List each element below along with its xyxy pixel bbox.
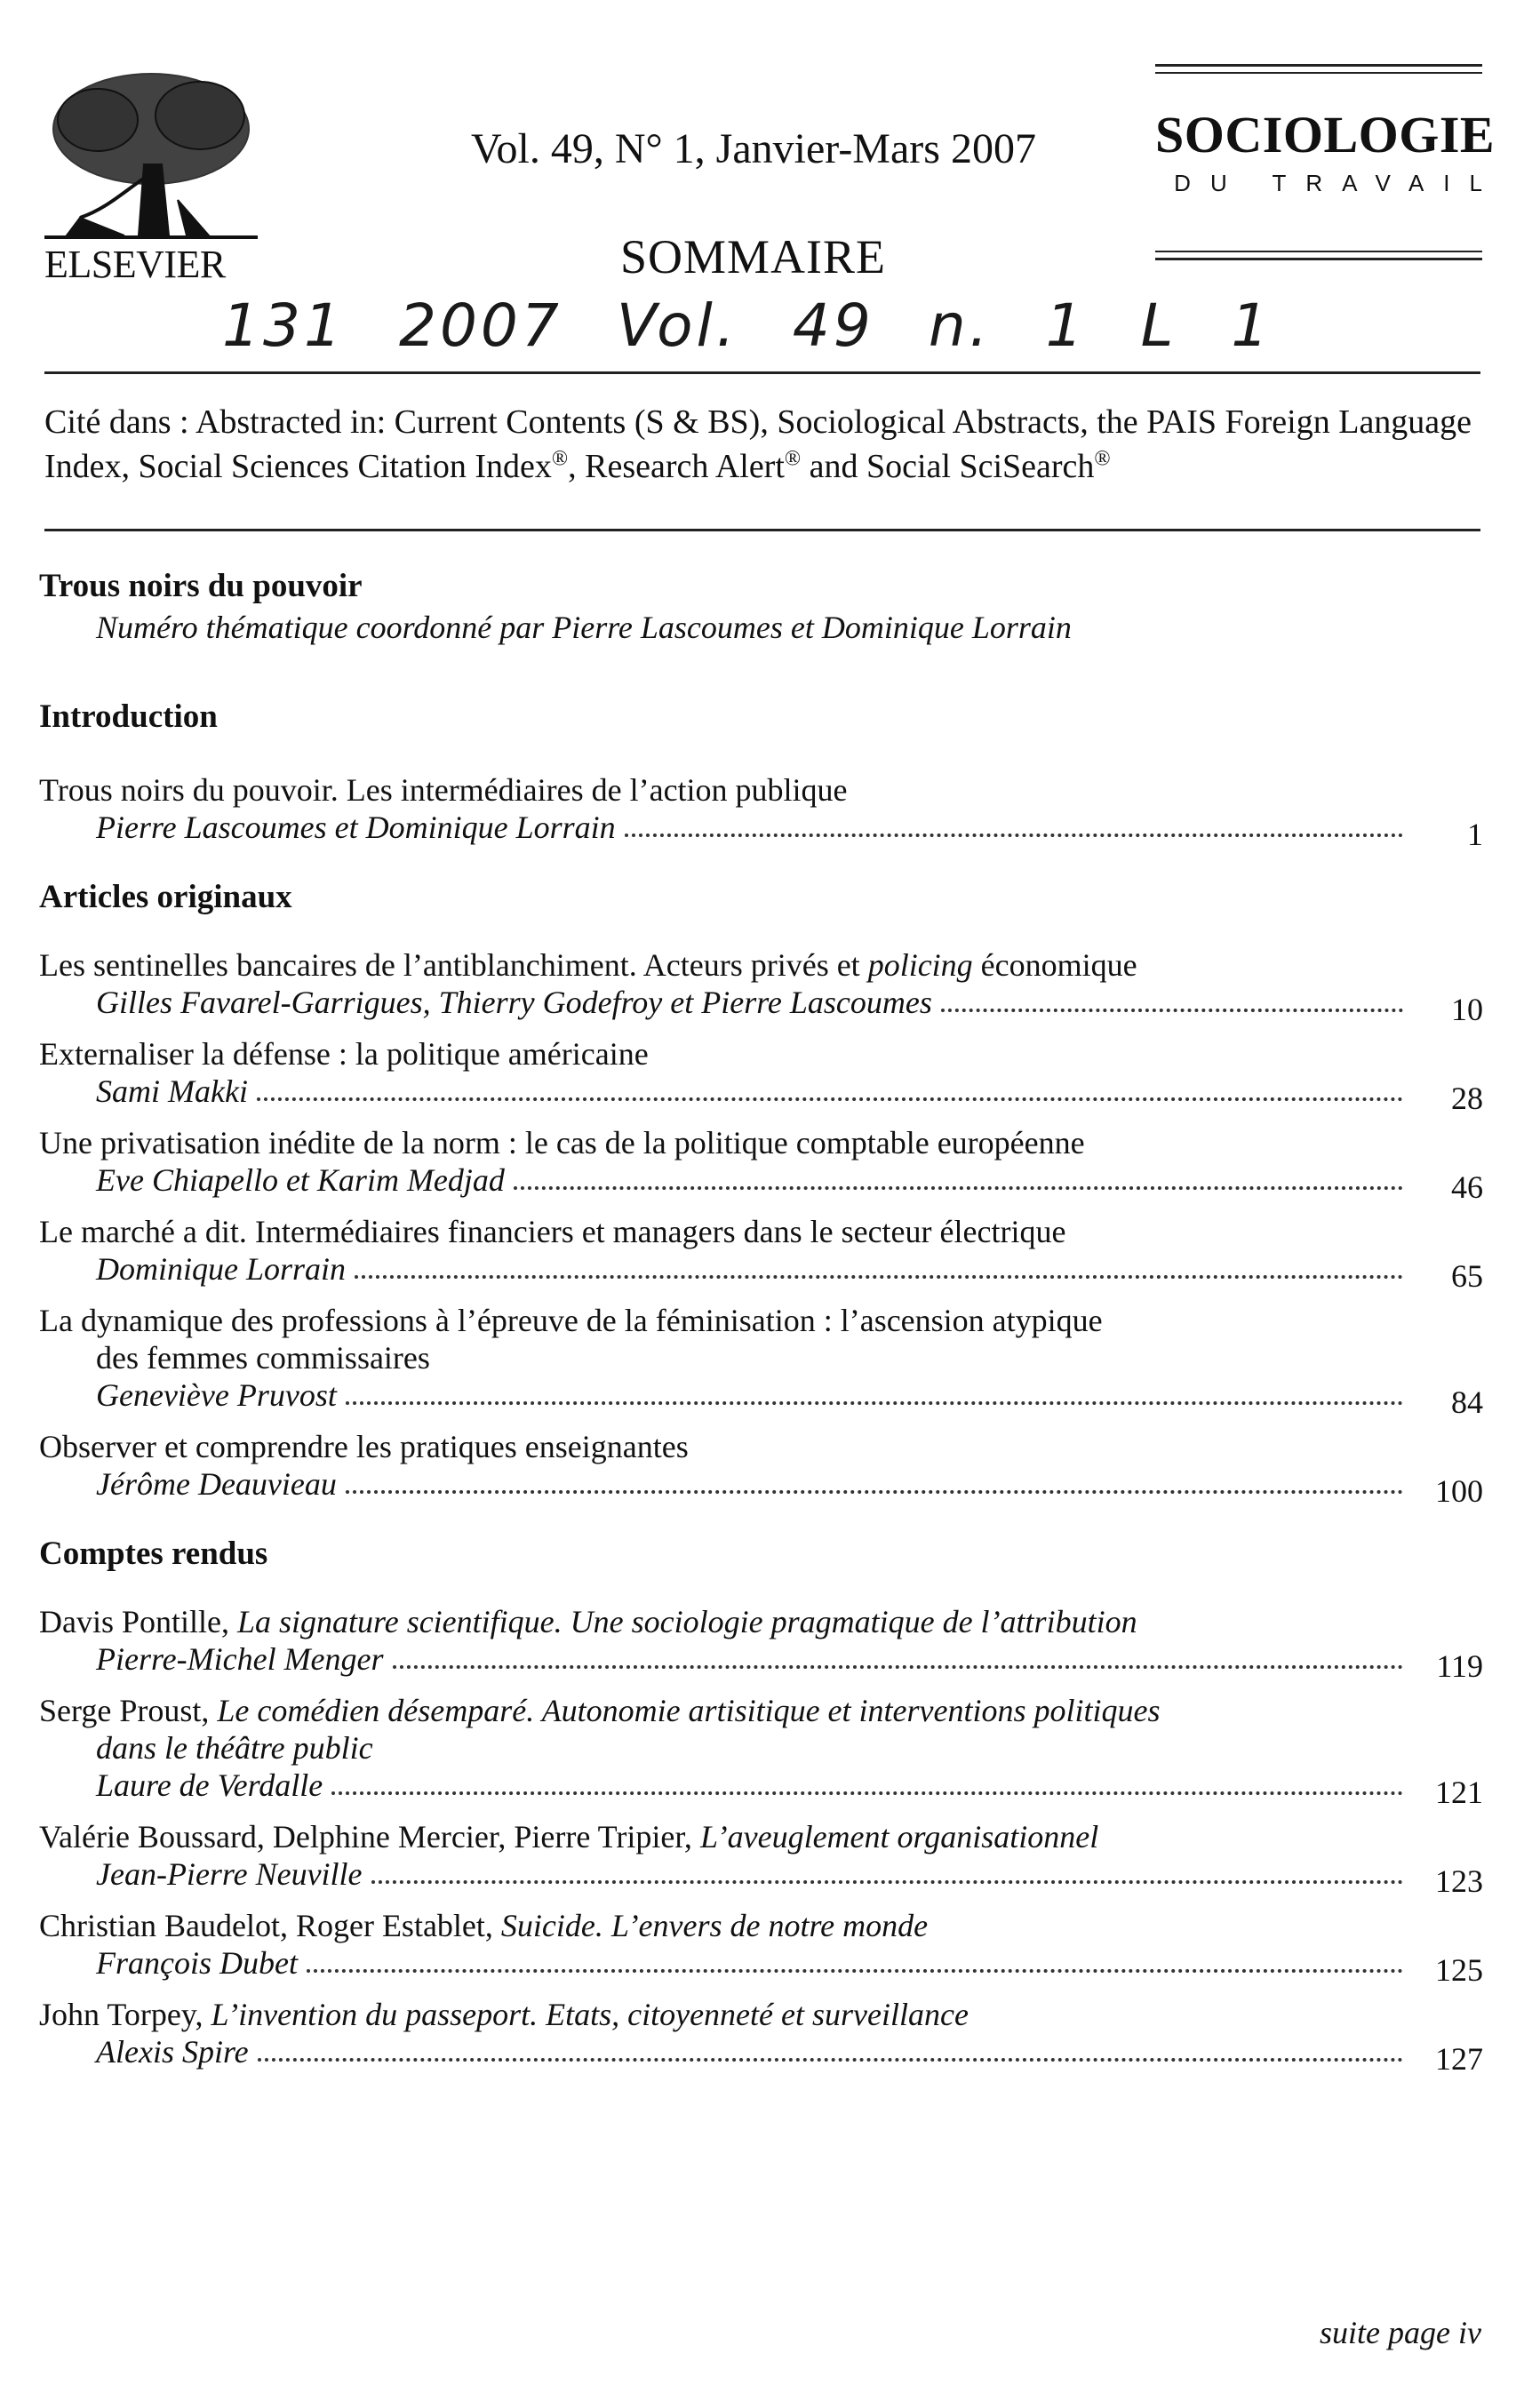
dot-leader <box>941 1009 1403 1012</box>
citation-text: and Social SciSearch <box>801 448 1095 485</box>
entry-title-italic: policing <box>867 947 973 983</box>
registered-mark: ® <box>551 447 569 471</box>
toc-entry[interactable] <box>39 1302 1483 1420</box>
entry-page: 125 <box>1435 1952 1483 1988</box>
toc-entry[interactable] <box>39 1818 1483 1899</box>
dot-leader <box>393 1665 1403 1669</box>
entry-author: Pierre Lascoumes et Dominique Lorrain <box>96 810 616 845</box>
dot-leader <box>258 2058 1403 2062</box>
citation-text: , Research Alert <box>568 448 785 485</box>
citation-text: Cité dans : Abstracted in: Current Contents (S & BS), Sociological Abstracts, the PAIS Foreign Language Index, Social Sciences Citation Index <box>44 403 1472 485</box>
entry-page: 28 <box>1451 1081 1483 1116</box>
section-introduction: Introduction <box>39 698 218 735</box>
volume-line: Vol. 49, N° 1, Janvier-Mars 2007 <box>471 125 1036 172</box>
entry-title <box>39 946 1483 984</box>
entry-title: Le marché a dit. Intermédiaires financiers et managers dans le secteur électrique <box>39 1214 1066 1249</box>
registered-mark: ® <box>784 447 802 471</box>
entry-author: Dominique Lorrain <box>96 1251 347 1287</box>
table-of-contents <box>39 567 1483 2077</box>
entry-title-continuation: des femmes commissaires <box>96 1340 430 1376</box>
entry-page: 46 <box>1451 1169 1483 1205</box>
masthead-rule <box>1155 72 1482 74</box>
toc-entry[interactable] <box>39 1035 1483 1116</box>
divider <box>44 529 1480 531</box>
review-book-title: Le comédien désemparé. Autonomie artisitique et interventions politiques <box>217 1693 1161 1728</box>
entry-page: 121 <box>1435 1775 1483 1810</box>
toc-entry[interactable] <box>39 1124 1483 1205</box>
toc-entry[interactable] <box>39 1603 1483 1684</box>
entry-page: 1 <box>1467 817 1483 852</box>
entry-author: Jean-Pierre Neuville <box>96 1856 363 1892</box>
entry-title <box>39 1996 1483 2033</box>
entry-title <box>39 1818 1483 1855</box>
review-book-title: La signature scientifique. Une sociologie pragmatique de l’attribution <box>237 1604 1137 1639</box>
entry-page: 100 <box>1435 1473 1483 1509</box>
entry-page: 65 <box>1451 1258 1483 1294</box>
section-comptes-rendus: Comptes rendus <box>39 1536 268 1572</box>
masthead-rule <box>1155 258 1482 260</box>
masthead-rule <box>1155 251 1482 252</box>
journal-subtitle: DU TRAVAIL <box>1174 170 1502 196</box>
entry-author: Geneviève Pruvost <box>96 1377 337 1413</box>
review-lead: Serge Proust, <box>39 1693 218 1728</box>
registered-mark: ® <box>1094 447 1111 471</box>
dot-leader <box>331 1791 1403 1795</box>
entry-title: Une privatisation inédite de la norm : le cas de la politique comptable européenne <box>39 1125 1085 1161</box>
entry-author: Eve Chiapello et Karim Medjad <box>96 1162 505 1198</box>
dot-leader <box>346 1401 1403 1405</box>
toc-entry[interactable] <box>39 1692 1483 1810</box>
review-lead: Christian Baudelot, Roger Establet, <box>39 1908 501 1943</box>
toc-entry[interactable] <box>39 1428 1483 1509</box>
entry-title <box>39 1692 1483 1767</box>
masthead-rule <box>1155 64 1482 67</box>
dot-leader <box>257 1097 1403 1101</box>
sommaire-heading: SOMMAIRE <box>620 230 887 283</box>
journal-name: SOCIOLOGIE <box>1155 106 1496 164</box>
divider <box>44 371 1480 374</box>
handwritten-note: 131 2007 Vol. 49 n. 1 L 1 <box>222 291 1273 360</box>
entry-page: 123 <box>1435 1863 1483 1899</box>
dot-leader <box>307 1969 1403 1973</box>
toc-entry[interactable] <box>39 1213 1483 1294</box>
entry-page: 84 <box>1451 1384 1483 1420</box>
toc-entry[interactable] <box>39 946 1483 1027</box>
review-lead: John Torpey, <box>39 1997 211 2032</box>
entry-title: Trous noirs du pouvoir. Les intermédiaires de l’action publique <box>39 772 848 808</box>
entry-title: Observer et comprendre les pratiques enseignantes <box>39 1429 689 1464</box>
review-book-title: Suicide. L’envers de notre monde <box>500 1908 929 1943</box>
entry-title-part: Les sentinelles bancaires de l’antiblanchiment. Acteurs privés et <box>39 947 868 983</box>
review-book-title: L’invention du passeport. Etats, citoyenneté et surveillance <box>211 1997 969 2032</box>
entry-author: Jérôme Deauvieau <box>96 1466 337 1502</box>
entry-title <box>39 1603 1483 1640</box>
dot-leader <box>355 1275 1403 1279</box>
dot-leader <box>346 1490 1403 1494</box>
entry-page: 127 <box>1435 2041 1483 2077</box>
citation-notice <box>44 400 1484 489</box>
review-book-title-continuation: dans le théâtre public <box>96 1730 373 1766</box>
entry-title-part: économique <box>972 947 1137 983</box>
toc-entry[interactable] <box>39 1907 1483 1988</box>
review-lead: Davis Pontille, <box>39 1604 237 1639</box>
entry-author: Laure de Verdalle <box>96 1767 323 1803</box>
review-lead: Valérie Boussard, Delphine Mercier, Pierre Tripier, <box>39 1819 700 1855</box>
section-articles: Articles originaux <box>39 879 292 915</box>
entry-title: Externaliser la défense : la politique américaine <box>39 1036 649 1072</box>
entry-author: François Dubet <box>96 1945 298 1981</box>
review-book-title: L’aveuglement organisationnel <box>699 1819 1099 1855</box>
dot-leader <box>514 1186 1403 1190</box>
entry-author: Pierre-Michel Menger <box>96 1641 384 1677</box>
entry-author: Alexis Spire <box>96 2034 249 2070</box>
entry-author: Sami Makki <box>96 1073 248 1109</box>
journal-masthead <box>1155 64 1502 197</box>
toc-entry[interactable] <box>39 1996 1483 2077</box>
entry-title-part: La dynamique des professions à l’épreuve de la féminisation : l’ascension atypique <box>39 1303 1103 1338</box>
dot-leader <box>371 1880 1403 1884</box>
entry-title <box>39 1907 1483 1944</box>
entry-page: 119 <box>1436 1648 1483 1684</box>
toc-entry[interactable] <box>39 771 1483 852</box>
theme-subtitle: Numéro thématique coordonné par Pierre Lascoumes et Dominique Lorrain <box>96 610 1072 645</box>
entry-title <box>39 1302 1483 1376</box>
publisher-name: ELSEVIER <box>44 243 226 286</box>
theme-title: Trous noirs du pouvoir <box>39 568 363 604</box>
entry-author: Gilles Favarel-Garrigues, Thierry Godefroy et Pierre Lascoumes <box>96 985 932 1020</box>
continuation-note[interactable]: suite page iv <box>1320 2315 1481 2350</box>
entry-page: 10 <box>1451 992 1483 1027</box>
dot-leader <box>625 834 1403 837</box>
